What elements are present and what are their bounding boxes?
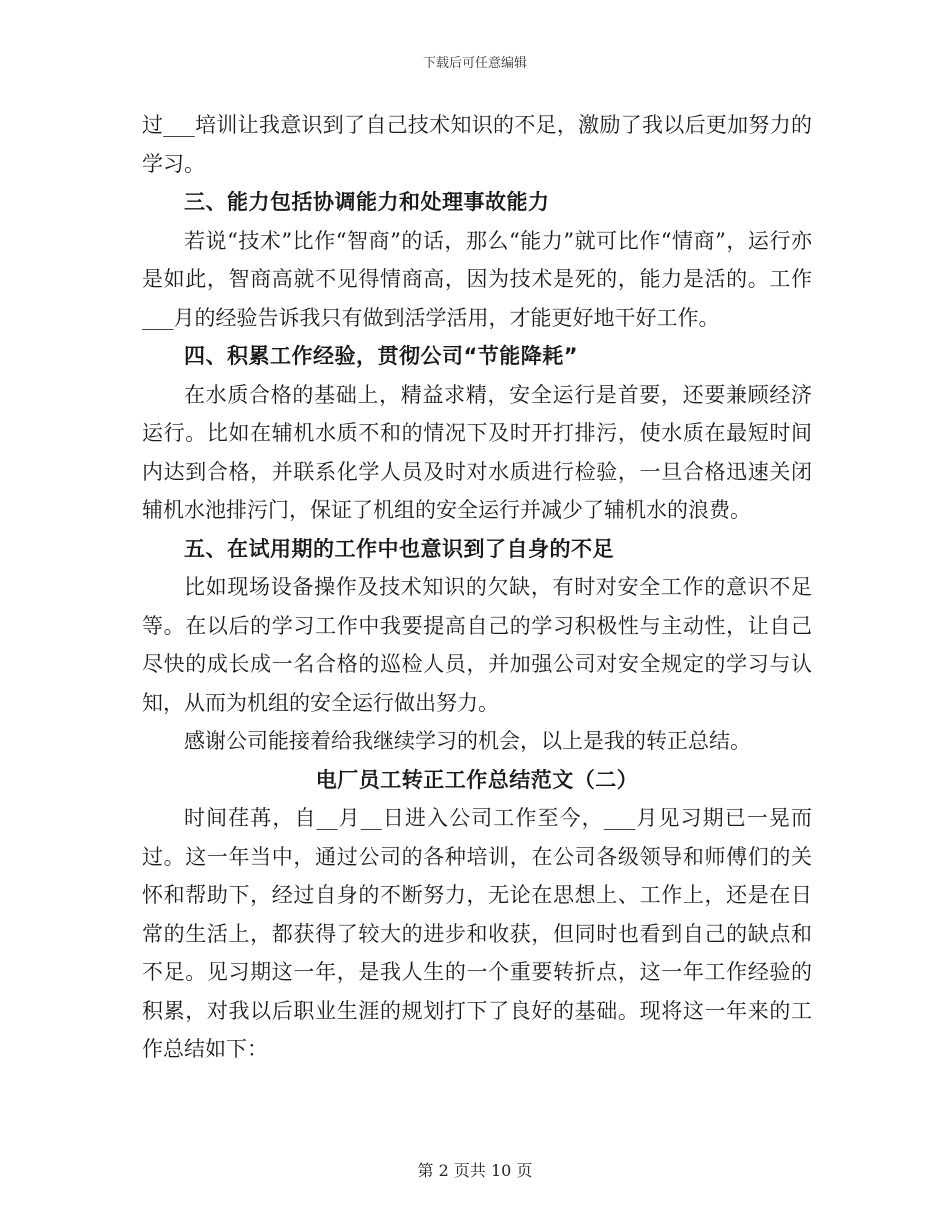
paragraph-shortcomings: 比如现场设备操作及技术知识的欠缺，有时对安全工作的意识不足等。在以后的学习工作中我要提高自己的学习积极性与主动性，让自己尽快的成长成一名合格的巡检人员，并加强公司对安全规定的学习与认知，从而为机组的安全运行做出努力。 <box>142 575 812 715</box>
document-body <box>142 106 812 1069</box>
paragraph-ability: 若说“技术”比作“智商”的话，那么“能力”就可比作“情商”，运行亦是如此，智商高就不见得情商高，因为技术是死的，能力是活的。工作___月的经验告诉我只有做到活学活用，才能更好地干好工作。 <box>142 228 812 330</box>
page-number-footer: 第 2 页共 10 页 <box>417 1161 533 1180</box>
page-header-note: 下载后可任意编辑 <box>422 56 527 71</box>
paragraph-intro-2: 时间荏苒，自__月__日进入公司工作至今，___月见习期已一晃而过。这一年当中，通过公司的各种培训，在公司各级领导和师傅们的关怀和帮助下，经过自身的不断努力，无论在思想上、工作上，还是在日常的生活上，都获得了较大的进步和收获，但同时也看到自己的缺点和不足。见习期这一年，是我人生的一个重要转折点，这一年工作经验的积累，对我以后职业生涯的规划打下了良好的基础。现将这一年来的工作总结如下： <box>142 806 812 1061</box>
article-title-2: 电厂员工转正工作总结范文（二） <box>315 767 639 792</box>
paragraph-thanks: 感谢公司能接着给我继续学习的机会，以上是我的转正总结。 <box>184 729 751 753</box>
section-heading-5: 五、在试用期的工作中也意识到了自身的不足 <box>184 536 614 561</box>
section-heading-3: 三、能力包括协调能力和处理事故能力 <box>184 190 550 214</box>
paragraph-continuation: 过___培训让我意识到了自己技术知识的不足，激励了我以后更加努力的学习。 <box>142 113 812 176</box>
paragraph-water-quality: 在水质合格的基础上，精益求精，安全运行是首要，还要兼顾经济运行。比如在辅机水质不和的情况下及时开打排污，使水质在最短时间内达到合格，并联系化学人员及时对水质进行检验，一旦合格迅速关闭辅机水池排污门，保证了机组的安全运行并减少了辅机水的浪费。 <box>142 382 812 522</box>
section-heading-4: 四、积累工作经验，贯彻公司“节能降耗” <box>184 344 579 368</box>
